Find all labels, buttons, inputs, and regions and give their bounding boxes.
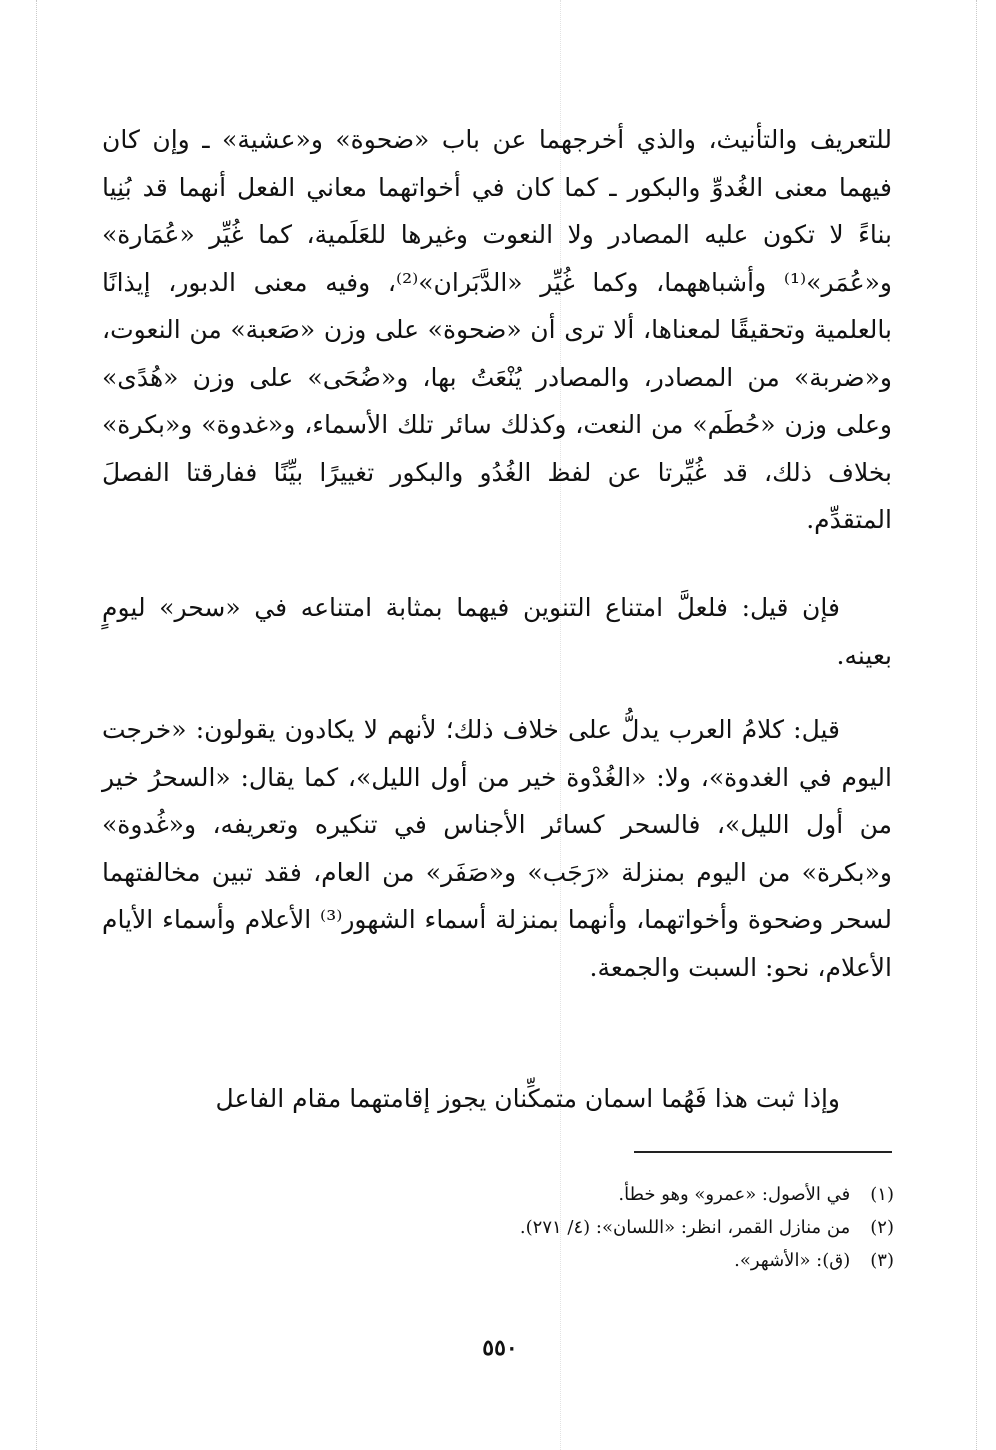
footnote-text: في الأصول: «عمرو» وهو خطأ.: [618, 1184, 851, 1205]
body-paragraph: قيل: كلامُ العرب يدلُّ على خلاف ذلك؛ لأنهم لا يكادون يقولون: «خرجت اليوم في الغدوة»، ولا: «الغُدْوة خير من أول الليل»، كما يقال: «السحرُ خير من أول الليل»، فالسحر كسائر الأجناس في تنكيره وتعريفه، و«غُدوة» و«بكرة» من اليوم بمنزلة «رَجَب» و«صَفَر» من العام، فقد تبين مخالفتهما لسحر وضحوة وأخواتهما، وأنهما بمنزلة أسماء الشهور⁽³⁾ الأعلام وأسماء الأيام الأعلام، نحو: السبت والجمعة.: [102, 715, 893, 982]
body-paragraph: للتعريف والتأنيث، والذي أخرجهما عن باب «ضحوة» و«عشية» ـ وإن كان فيهما معنى الغُدوِّ والبكور ـ كما كان في أخواتهما معاني الفعل أنهما قد بُنِيا بناءً لا تكون عليه المصادر ولا النعوت وغيرها للعَلَمية، كما غُيِّر «عُمَارة» و«عُمَر»⁽¹⁾ وأشباههما، وكما غُيِّر «الدَّبَران»⁽²⁾، وفيه معنى الدبور، إيذانًا بالعلمية وتحقيقًا لمعناها، ألا ترى أن «ضحوة» على وزن «صَعبة» من النعوت، و«ضربة» من المصادر، والمصادر يُنْعَتُ بها، و«ضُحَى» على وزن «هُدًى» وعلى وزن «حُطَم» من النعت، وكذلك سائر تلك الأسماء، و«غدوة» و«بكرة» بخلاف ذلك، قد غُيِّرتا عن لفظ الغُدُو والبكور تغييرًا بيِّنًا ففارقتا الفصلَ المتقدِّم.: [102, 125, 892, 534]
footnote: [300, 1244, 894, 1277]
footnote-text: من منازل القمر، انظر: «اللسان»: (٤/ ٢٧١).: [519, 1217, 851, 1238]
body-paragraph: وإذا ثبت هذا فَهُما اسمان متمكِّنان يجوز إقامتهما مقام الفاعل: [215, 1084, 840, 1113]
page-number: ٥٥٠: [482, 1335, 518, 1361]
footnote-text: (ق): «الأشهر».: [734, 1250, 851, 1271]
footnote-number: (٣): [870, 1250, 894, 1271]
scan-guide-line: [36, 0, 37, 1450]
footnote-number: (٢): [870, 1217, 894, 1238]
footnote: [300, 1211, 894, 1244]
scan-guide-line: [976, 0, 977, 1450]
footnotes: [300, 1178, 894, 1277]
footnote-number: (١): [870, 1184, 894, 1205]
body-paragraph: فإن قيل: فلعلَّ امتناع التنوين فيهما بمثابة امتناعه في «سحر» ليومٍ بعينه.: [102, 593, 892, 670]
footnote-separator: [634, 1151, 892, 1153]
footnote: [300, 1178, 894, 1211]
